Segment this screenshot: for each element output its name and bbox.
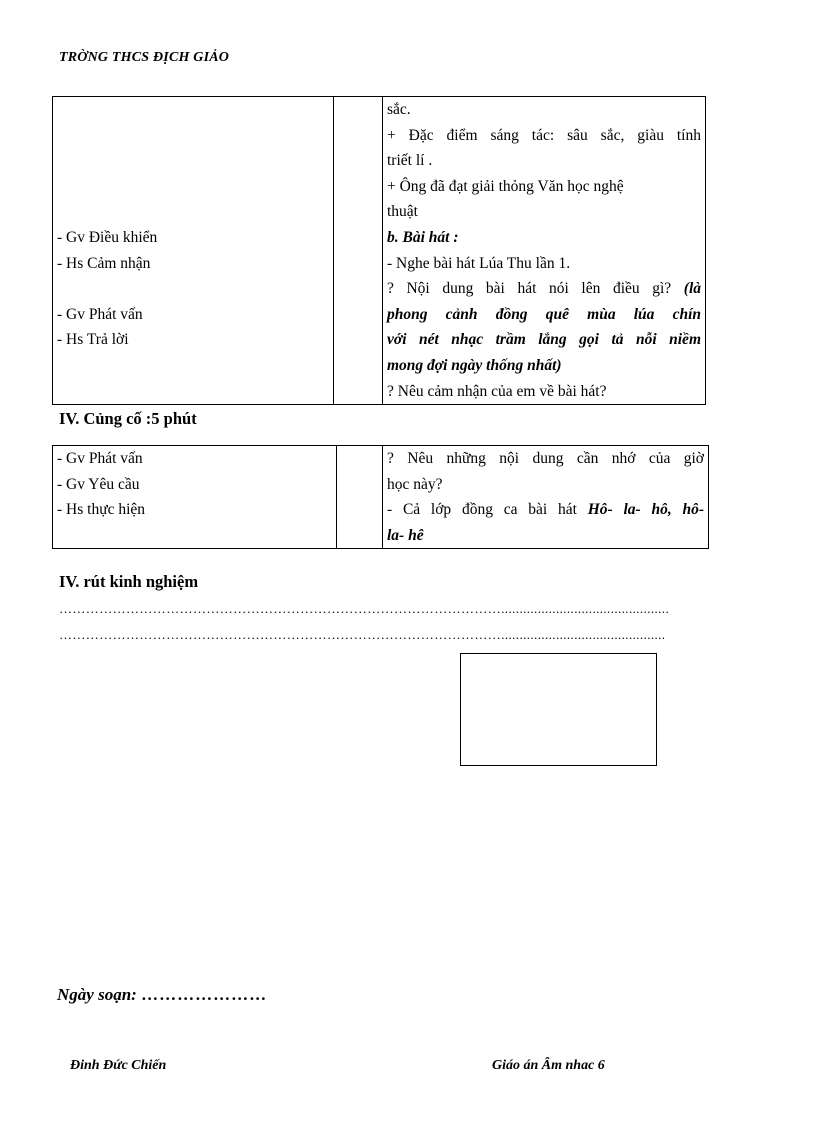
list-item: với nét nhạc trầm lắng gọi tả nỗi niềm (387, 331, 701, 349)
date-line (57, 985, 267, 1005)
list-item: thuật (387, 203, 418, 221)
content-column (383, 446, 709, 549)
footer-author: Đinh Đức Chiến (70, 1058, 167, 1073)
list-item: - Gv Phát vấn (57, 450, 143, 467)
dotted-line: ………………………………………………………………………………………............................................. (59, 627, 666, 642)
content-column (383, 97, 706, 405)
table-row (53, 446, 709, 549)
list-item: mong đợi ngày thống nhất) (387, 356, 562, 374)
list-item: sắc. (387, 101, 411, 118)
list-item: + Ông đã đạt giải thỏng Văn học nghệ (387, 177, 624, 195)
list-item: triết lí . (387, 152, 433, 170)
list-item: - Hs Cảm nhận (57, 254, 151, 272)
list-item (57, 353, 329, 379)
list-item (57, 523, 332, 549)
date-label: Ngày soạn: (57, 985, 137, 1004)
list-item: - Cả lớp đồng ca bài hát Hô- la- hô, hô- (387, 501, 705, 519)
lesson-table-activities (52, 96, 706, 405)
blank-column (337, 446, 383, 549)
section-title-consolidation: IV. Củng cố :5 phút (59, 409, 197, 428)
lesson-table-consolidation (52, 445, 709, 549)
date-value: ………………… (141, 985, 268, 1004)
subsection-heading: b. Bài hát : (387, 228, 459, 246)
activity-column (53, 97, 334, 405)
activity-column (53, 446, 337, 549)
table-row (53, 97, 706, 405)
list-item: - Gv Điều khiển (57, 228, 158, 246)
dotted-line: ……………………………………………………………………………………….............................................. (59, 601, 670, 616)
list-item: + Đặc điểm sáng tác: sâu sắc, giàu tính (387, 126, 701, 144)
list-item: phong cảnh đồng quê mùa lúa chín (387, 305, 701, 323)
list-item: - Gv Yêu cầu (57, 475, 140, 493)
list-item: ? Nêu những nội dung cần nhớ của giờ (387, 450, 704, 467)
list-item (57, 148, 329, 174)
list-item: ? Nêu cảm nhận của em về bài hát? (387, 382, 607, 400)
footer-subject: Giáo án Âm nhac 6 (492, 1058, 605, 1073)
list-item (57, 199, 329, 225)
list-item: - Nghe bài hát Lúa Thu lần 1. (387, 254, 571, 272)
school-header: TRỜNG THCS ĐỊCH GIẢO (59, 50, 230, 65)
list-item (57, 174, 329, 200)
list-item: - Hs Trả lời (57, 331, 129, 349)
list-item: la- hê (387, 526, 424, 544)
list-item: ? Nội dung bài hát nói lên điều gì? (là (387, 280, 701, 298)
list-item (57, 97, 329, 123)
blank-column (334, 97, 383, 405)
list-item (57, 379, 329, 405)
list-item: - Gv Phát vấn (57, 305, 143, 323)
list-item (57, 123, 329, 149)
section-title-experience: IV. rút kinh nghiệm (59, 572, 199, 591)
list-item: - Hs thực hiện (57, 501, 146, 519)
list-item: học này? (387, 475, 443, 493)
list-item (57, 276, 329, 302)
blank-box (460, 653, 657, 766)
